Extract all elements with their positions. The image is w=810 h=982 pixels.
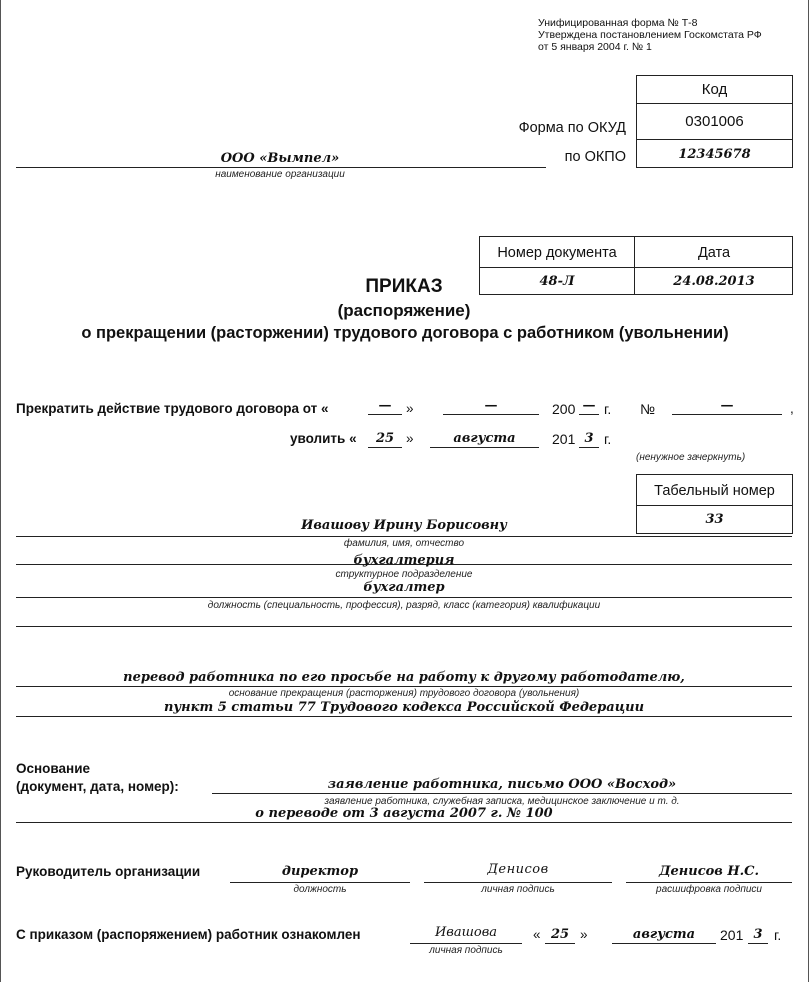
okpo-label: по ОКПО bbox=[564, 149, 626, 165]
dismiss-day: 25 bbox=[375, 431, 395, 446]
tab-number-value: 33 bbox=[705, 511, 724, 527]
contract-month-line bbox=[443, 414, 539, 415]
contract-day-close: » bbox=[406, 401, 414, 416]
basis-value-line2: о переводе от 3 августа 2007 г. № 100 bbox=[255, 806, 553, 821]
form-reference bbox=[538, 17, 798, 53]
strike-note: (ненужное зачеркнуть) bbox=[636, 452, 746, 463]
ack-label: С приказом (распоряжением) работник ознакомлен bbox=[16, 927, 361, 942]
head-signature: Денисов bbox=[487, 862, 549, 877]
ack-signature: Ивашова bbox=[434, 925, 498, 940]
dismiss-day-line bbox=[368, 447, 402, 448]
head-signature-line bbox=[424, 882, 612, 883]
position-line-2 bbox=[16, 626, 792, 627]
page-subtitle: (распоряжение) bbox=[337, 301, 471, 320]
ack-quote-close: » bbox=[580, 927, 588, 942]
okud-value: 0301006 bbox=[685, 113, 744, 130]
ack-year: 3 bbox=[753, 927, 763, 942]
contract-year-line bbox=[579, 414, 599, 415]
contract-day-line bbox=[368, 414, 402, 415]
ack-day: 25 bbox=[550, 927, 570, 942]
basis-line-1 bbox=[212, 793, 792, 794]
terminate-label: Прекратить действие трудового договора от « bbox=[16, 401, 329, 416]
head-decoding: Денисов Н.С. bbox=[658, 864, 760, 879]
ack-signature-caption: личная подпись bbox=[429, 945, 503, 956]
ack-month-line bbox=[612, 943, 716, 944]
page-border-left bbox=[0, 0, 1, 982]
head-signature-caption: личная подпись bbox=[481, 884, 555, 895]
grounds-caption: основание прекращения (расторжения) трудового договора (увольнения) bbox=[228, 688, 580, 699]
dismiss-month-line bbox=[430, 447, 539, 448]
form-reference-line1: Унифицированная форма № Т-8 bbox=[538, 17, 698, 29]
contract-number: — bbox=[720, 398, 734, 413]
page-title: ПРИКАЗ bbox=[365, 276, 443, 297]
grounds-reason-line1: перевод работника по его просьбе на работу к другому работодателю, bbox=[123, 670, 685, 685]
ack-month: августа bbox=[632, 927, 696, 942]
ack-year-prefix: 201 bbox=[720, 927, 744, 943]
doc-number-value: 48-Л bbox=[539, 274, 575, 289]
okpo-value: 12345678 bbox=[678, 146, 751, 162]
employee-name-line bbox=[16, 536, 792, 537]
dismiss-year: 3 bbox=[584, 431, 594, 446]
ack-year-suffix: г. bbox=[774, 927, 782, 943]
basis-label-details: (документ, дата, номер): bbox=[16, 779, 179, 794]
head-decoding-caption: расшифровка подписи bbox=[656, 884, 762, 895]
okud-label: Форма по ОКУД bbox=[518, 120, 626, 136]
contract-number-label: № bbox=[640, 401, 656, 417]
grounds-line-2 bbox=[16, 716, 792, 717]
grounds-line-1 bbox=[16, 686, 792, 687]
head-position-caption: должность bbox=[293, 884, 347, 895]
form-reference-line2: Утверждена постановлением Госкомстата РФ bbox=[538, 29, 762, 41]
position: бухгалтер bbox=[363, 580, 445, 595]
basis-line-2 bbox=[16, 822, 792, 823]
head-position-line bbox=[230, 882, 410, 883]
page-border-right bbox=[808, 0, 809, 982]
contract-year-suffix: г. bbox=[604, 401, 612, 417]
organization-line bbox=[16, 167, 546, 168]
doc-date-value: 24.08.2013 bbox=[673, 274, 755, 289]
organization-caption: наименование организации bbox=[215, 169, 345, 180]
dismiss-month: августа bbox=[453, 431, 516, 446]
employee-name: Ивашову Ирину Борисовну bbox=[301, 518, 507, 533]
dismiss-year-line bbox=[579, 447, 599, 448]
basis-value-line1: заявление работника, письмо ООО «Восход» bbox=[327, 777, 677, 792]
contract-number-line bbox=[672, 414, 782, 415]
contract-year: — bbox=[582, 398, 596, 413]
head-position: директор bbox=[281, 864, 359, 879]
department: бухгалтерия bbox=[353, 553, 455, 568]
dismiss-label: уволить « bbox=[290, 431, 357, 446]
organization-name: ООО «Вымпел» bbox=[220, 151, 340, 166]
dismiss-day-close: » bbox=[406, 431, 414, 446]
doc-date-header: Дата bbox=[697, 244, 731, 261]
form-reference-line3: от 5 января 2004 г. № 1 bbox=[538, 41, 652, 53]
department-caption: структурное подразделение bbox=[335, 569, 473, 580]
employee-name-caption: фамилия, имя, отчество bbox=[343, 538, 465, 549]
ack-quote-open: « bbox=[533, 927, 541, 942]
grounds-reason-line2: пункт 5 статьи 77 Трудового кодекса Российской Федерации bbox=[163, 700, 645, 715]
head-decoding-line bbox=[626, 882, 792, 883]
position-line bbox=[16, 597, 792, 598]
basis-label: Основание bbox=[16, 761, 90, 776]
contract-day: — bbox=[378, 398, 392, 413]
position-caption: должность (специальность, профессия), разряд, класс (категория) квалификации bbox=[207, 600, 601, 611]
contract-month: — bbox=[484, 398, 498, 413]
contract-comma: , bbox=[790, 401, 794, 416]
ack-year-line bbox=[748, 943, 768, 944]
basis-caption: заявление работника, служебная записка, медицинское заключение и т. д. bbox=[324, 796, 680, 807]
page-title-description: о прекращении (расторжении) трудового договора с работником (увольнении) bbox=[81, 324, 729, 342]
code-header: Код bbox=[701, 81, 728, 98]
head-label: Руководитель организации bbox=[16, 864, 201, 879]
ack-signature-line bbox=[410, 943, 522, 944]
dismiss-year-prefix: 201 bbox=[552, 431, 576, 447]
tab-number-header: Табельный номер bbox=[654, 482, 775, 499]
doc-number-header: Номер документа bbox=[497, 244, 617, 261]
ack-day-line bbox=[545, 943, 575, 944]
dismiss-year-suffix: г. bbox=[604, 431, 612, 447]
contract-year-prefix: 200 bbox=[552, 401, 576, 417]
